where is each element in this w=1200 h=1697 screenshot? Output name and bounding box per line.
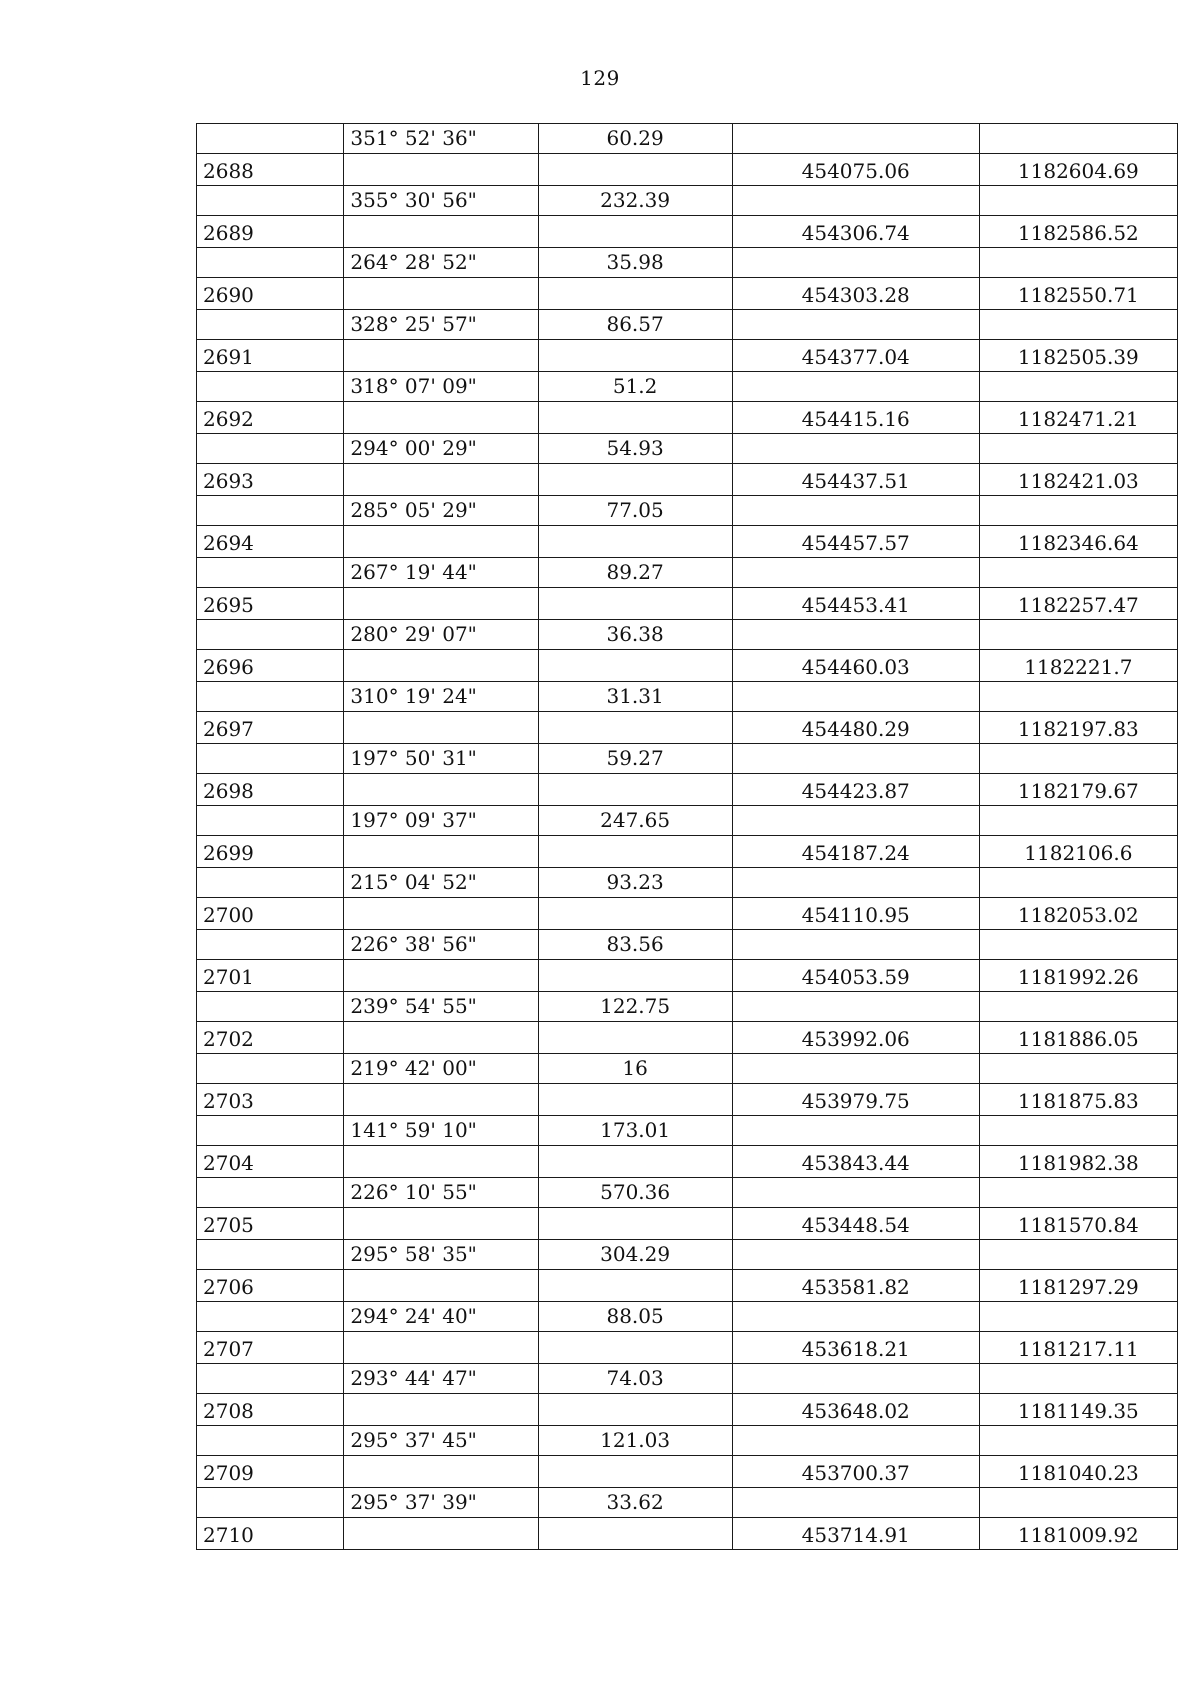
y-coordinate-cell: 1182421.03 — [979, 464, 1177, 496]
distance-cell: 36.38 — [538, 620, 732, 650]
bearing-cell-empty — [344, 898, 538, 930]
point-cell-empty — [197, 992, 344, 1022]
y-cell-empty — [979, 868, 1177, 898]
bearing-cell-empty — [344, 1518, 538, 1550]
x-cell-empty — [732, 1240, 979, 1270]
x-coordinate-cell: 454110.95 — [732, 898, 979, 930]
bearing-cell: 141° 59' 10" — [344, 1116, 538, 1146]
x-coordinate-cell: 454480.29 — [732, 712, 979, 744]
bearing-cell-empty — [344, 1084, 538, 1116]
point-row — [197, 650, 1178, 682]
x-cell-empty — [732, 992, 979, 1022]
point-row — [197, 1456, 1178, 1488]
distance-cell-empty — [538, 712, 732, 744]
y-cell-empty — [979, 1488, 1177, 1518]
x-coordinate-cell: 454423.87 — [732, 774, 979, 806]
leg-row — [197, 992, 1178, 1022]
point-id-cell: 2706 — [197, 1270, 344, 1302]
leg-row — [197, 620, 1178, 650]
x-cell-empty — [732, 1364, 979, 1394]
bearing-cell: 197° 50' 31" — [344, 744, 538, 774]
bearing-cell-empty — [344, 154, 538, 186]
x-cell-empty — [732, 930, 979, 960]
y-coordinate-cell: 1181149.35 — [979, 1394, 1177, 1426]
y-coordinate-cell: 1182221.7 — [979, 650, 1177, 682]
bearing-cell: 219° 42' 00" — [344, 1054, 538, 1084]
point-id-cell: 2690 — [197, 278, 344, 310]
distance-cell-empty — [538, 960, 732, 992]
point-cell-empty — [197, 1488, 344, 1518]
point-cell-empty — [197, 682, 344, 712]
point-cell-empty — [197, 1054, 344, 1084]
bearing-cell-empty — [344, 1332, 538, 1364]
distance-cell-empty — [538, 1022, 732, 1054]
distance-cell: 86.57 — [538, 310, 732, 340]
distance-cell-empty — [538, 340, 732, 372]
distance-cell: 247.65 — [538, 806, 732, 836]
x-cell-empty — [732, 1178, 979, 1208]
y-coordinate-cell: 1182106.6 — [979, 836, 1177, 868]
point-id-cell: 2709 — [197, 1456, 344, 1488]
x-coordinate-cell: 453618.21 — [732, 1332, 979, 1364]
point-cell-empty — [197, 1426, 344, 1456]
distance-cell: 16 — [538, 1054, 732, 1084]
point-row — [197, 836, 1178, 868]
bearing-cell-empty — [344, 836, 538, 868]
point-cell-empty — [197, 1364, 344, 1394]
y-cell-empty — [979, 434, 1177, 464]
point-cell-empty — [197, 496, 344, 526]
point-cell-empty — [197, 868, 344, 898]
point-cell-empty — [197, 806, 344, 836]
x-cell-empty — [732, 372, 979, 402]
bearing-cell: 351° 52' 36" — [344, 124, 538, 154]
point-id-cell: 2693 — [197, 464, 344, 496]
distance-cell-empty — [538, 1270, 732, 1302]
distance-cell: 88.05 — [538, 1302, 732, 1332]
distance-cell: 74.03 — [538, 1364, 732, 1394]
y-cell-empty — [979, 930, 1177, 960]
x-coordinate-cell: 453979.75 — [732, 1084, 979, 1116]
point-row — [197, 774, 1178, 806]
point-id-cell: 2701 — [197, 960, 344, 992]
point-row — [197, 1084, 1178, 1116]
y-coordinate-cell: 1182550.71 — [979, 278, 1177, 310]
y-cell-empty — [979, 1240, 1177, 1270]
y-coordinate-cell: 1181297.29 — [979, 1270, 1177, 1302]
point-cell-empty — [197, 930, 344, 960]
point-cell-empty — [197, 744, 344, 774]
bearing-cell: 215° 04' 52" — [344, 868, 538, 898]
point-id-cell: 2707 — [197, 1332, 344, 1364]
x-cell-empty — [732, 868, 979, 898]
distance-cell: 31.31 — [538, 682, 732, 712]
leg-row — [197, 310, 1178, 340]
bearing-cell: 295° 37' 39" — [344, 1488, 538, 1518]
x-cell-empty — [732, 1488, 979, 1518]
y-coordinate-cell: 1182346.64 — [979, 526, 1177, 558]
bearing-cell: 280° 29' 07" — [344, 620, 538, 650]
point-row — [197, 402, 1178, 434]
point-row — [197, 526, 1178, 558]
distance-cell: 173.01 — [538, 1116, 732, 1146]
point-cell-empty — [197, 1178, 344, 1208]
x-coordinate-cell: 454437.51 — [732, 464, 979, 496]
y-cell-empty — [979, 124, 1177, 154]
point-id-cell: 2695 — [197, 588, 344, 620]
distance-cell-empty — [538, 1208, 732, 1240]
bearing-cell: 328° 25' 57" — [344, 310, 538, 340]
y-coordinate-cell: 1181040.23 — [979, 1456, 1177, 1488]
distance-cell-empty — [538, 650, 732, 682]
y-cell-empty — [979, 620, 1177, 650]
bearing-cell-empty — [344, 464, 538, 496]
x-coordinate-cell: 453700.37 — [732, 1456, 979, 1488]
y-coordinate-cell: 1181570.84 — [979, 1208, 1177, 1240]
x-coordinate-cell: 454460.03 — [732, 650, 979, 682]
y-coordinate-cell: 1182586.52 — [979, 216, 1177, 248]
leg-row — [197, 1178, 1178, 1208]
table-body — [197, 124, 1178, 1550]
y-coordinate-cell: 1181886.05 — [979, 1022, 1177, 1054]
distance-cell-empty — [538, 154, 732, 186]
leg-row — [197, 372, 1178, 402]
distance-cell: 35.98 — [538, 248, 732, 278]
y-coordinate-cell: 1181009.92 — [979, 1518, 1177, 1550]
point-row — [197, 1146, 1178, 1178]
distance-cell-empty — [538, 1456, 732, 1488]
point-row — [197, 278, 1178, 310]
point-row — [197, 1270, 1178, 1302]
x-cell-empty — [732, 248, 979, 278]
leg-row — [197, 868, 1178, 898]
x-coordinate-cell: 454377.04 — [732, 340, 979, 372]
distance-cell-empty — [538, 1394, 732, 1426]
y-cell-empty — [979, 1302, 1177, 1332]
point-row — [197, 464, 1178, 496]
y-coordinate-cell: 1182257.47 — [979, 588, 1177, 620]
bearing-cell-empty — [344, 1208, 538, 1240]
bearing-cell-empty — [344, 588, 538, 620]
bearing-cell: 318° 07' 09" — [344, 372, 538, 402]
y-cell-empty — [979, 186, 1177, 216]
distance-cell-empty — [538, 1084, 732, 1116]
y-coordinate-cell: 1182197.83 — [979, 712, 1177, 744]
point-cell-empty — [197, 1302, 344, 1332]
distance-cell-empty — [538, 1332, 732, 1364]
leg-row — [197, 1240, 1178, 1270]
distance-cell-empty — [538, 526, 732, 558]
x-coordinate-cell: 453714.91 — [732, 1518, 979, 1550]
x-coordinate-cell: 454187.24 — [732, 836, 979, 868]
point-id-cell: 2692 — [197, 402, 344, 434]
y-cell-empty — [979, 496, 1177, 526]
bearing-cell-empty — [344, 1394, 538, 1426]
distance-cell: 51.2 — [538, 372, 732, 402]
point-id-cell: 2705 — [197, 1208, 344, 1240]
x-cell-empty — [732, 744, 979, 774]
x-cell-empty — [732, 620, 979, 650]
point-row — [197, 154, 1178, 186]
distance-cell: 570.36 — [538, 1178, 732, 1208]
bearing-cell-empty — [344, 774, 538, 806]
bearing-cell-empty — [344, 402, 538, 434]
leg-row — [197, 1302, 1178, 1332]
bearing-cell-empty — [344, 216, 538, 248]
y-coordinate-cell: 1182505.39 — [979, 340, 1177, 372]
distance-cell: 54.93 — [538, 434, 732, 464]
x-coordinate-cell: 454053.59 — [732, 960, 979, 992]
bearing-cell: 294° 00' 29" — [344, 434, 538, 464]
x-cell-empty — [732, 1116, 979, 1146]
leg-row — [197, 1364, 1178, 1394]
distance-cell-empty — [538, 588, 732, 620]
point-id-cell: 2700 — [197, 898, 344, 930]
x-coordinate-cell: 454075.06 — [732, 154, 979, 186]
x-cell-empty — [732, 434, 979, 464]
point-id-cell: 2691 — [197, 340, 344, 372]
distance-cell-empty — [538, 774, 732, 806]
x-cell-empty — [732, 124, 979, 154]
point-row — [197, 898, 1178, 930]
point-row — [197, 588, 1178, 620]
point-cell-empty — [197, 1240, 344, 1270]
bearing-cell: 197° 09' 37" — [344, 806, 538, 836]
y-cell-empty — [979, 248, 1177, 278]
bearing-cell: 285° 05' 29" — [344, 496, 538, 526]
distance-cell: 33.62 — [538, 1488, 732, 1518]
x-cell-empty — [732, 1302, 979, 1332]
point-row — [197, 1022, 1178, 1054]
x-coordinate-cell: 453448.54 — [732, 1208, 979, 1240]
leg-row — [197, 124, 1178, 154]
y-cell-empty — [979, 372, 1177, 402]
point-cell-empty — [197, 372, 344, 402]
bearing-cell: 264° 28' 52" — [344, 248, 538, 278]
bearing-cell-empty — [344, 1456, 538, 1488]
point-id-cell: 2698 — [197, 774, 344, 806]
x-coordinate-cell: 454453.41 — [732, 588, 979, 620]
point-id-cell: 2699 — [197, 836, 344, 868]
point-cell-empty — [197, 124, 344, 154]
point-cell-empty — [197, 186, 344, 216]
page-number: 129 — [580, 66, 620, 90]
distance-cell-empty — [538, 836, 732, 868]
y-cell-empty — [979, 1364, 1177, 1394]
y-cell-empty — [979, 682, 1177, 712]
leg-row — [197, 744, 1178, 774]
y-cell-empty — [979, 1426, 1177, 1456]
x-coordinate-cell: 453648.02 — [732, 1394, 979, 1426]
distance-cell: 304.29 — [538, 1240, 732, 1270]
x-cell-empty — [732, 496, 979, 526]
y-cell-empty — [979, 992, 1177, 1022]
distance-cell-empty — [538, 1146, 732, 1178]
y-coordinate-cell: 1182604.69 — [979, 154, 1177, 186]
bearing-cell-empty — [344, 650, 538, 682]
x-cell-empty — [732, 310, 979, 340]
distance-cell: 121.03 — [538, 1426, 732, 1456]
y-coordinate-cell: 1181992.26 — [979, 960, 1177, 992]
x-coordinate-cell: 454306.74 — [732, 216, 979, 248]
x-coordinate-cell: 454457.57 — [732, 526, 979, 558]
point-row — [197, 1208, 1178, 1240]
y-cell-empty — [979, 558, 1177, 588]
bearing-cell: 239° 54' 55" — [344, 992, 538, 1022]
bearing-cell: 267° 19' 44" — [344, 558, 538, 588]
distance-cell-empty — [538, 216, 732, 248]
y-coordinate-cell: 1182179.67 — [979, 774, 1177, 806]
x-coordinate-cell: 453992.06 — [732, 1022, 979, 1054]
point-cell-empty — [197, 620, 344, 650]
leg-row — [197, 434, 1178, 464]
bearing-cell-empty — [344, 1270, 538, 1302]
distance-cell-empty — [538, 1518, 732, 1550]
bearing-cell: 226° 10' 55" — [344, 1178, 538, 1208]
leg-row — [197, 1116, 1178, 1146]
point-id-cell: 2694 — [197, 526, 344, 558]
distance-cell-empty — [538, 402, 732, 434]
x-cell-empty — [732, 1054, 979, 1084]
leg-row — [197, 930, 1178, 960]
distance-cell: 59.27 — [538, 744, 732, 774]
point-id-cell: 2708 — [197, 1394, 344, 1426]
y-cell-empty — [979, 806, 1177, 836]
x-coordinate-cell: 453843.44 — [732, 1146, 979, 1178]
x-cell-empty — [732, 558, 979, 588]
x-cell-empty — [732, 682, 979, 712]
y-cell-empty — [979, 1054, 1177, 1084]
x-cell-empty — [732, 806, 979, 836]
x-coordinate-cell: 454415.16 — [732, 402, 979, 434]
point-cell-empty — [197, 434, 344, 464]
x-cell-empty — [732, 1426, 979, 1456]
point-cell-empty — [197, 248, 344, 278]
bearing-cell-empty — [344, 712, 538, 744]
distance-cell: 89.27 — [538, 558, 732, 588]
point-row — [197, 1332, 1178, 1364]
y-cell-empty — [979, 1116, 1177, 1146]
x-coordinate-cell: 454303.28 — [732, 278, 979, 310]
bearing-cell-empty — [344, 960, 538, 992]
point-row — [197, 1394, 1178, 1426]
distance-cell: 122.75 — [538, 992, 732, 1022]
distance-cell: 232.39 — [538, 186, 732, 216]
point-id-cell: 2688 — [197, 154, 344, 186]
distance-cell: 83.56 — [538, 930, 732, 960]
x-cell-empty — [732, 186, 979, 216]
point-row — [197, 712, 1178, 744]
y-coordinate-cell: 1182471.21 — [979, 402, 1177, 434]
point-cell-empty — [197, 1116, 344, 1146]
distance-cell-empty — [538, 898, 732, 930]
leg-row — [197, 248, 1178, 278]
point-id-cell: 2689 — [197, 216, 344, 248]
point-id-cell: 2703 — [197, 1084, 344, 1116]
leg-row — [197, 806, 1178, 836]
distance-cell: 93.23 — [538, 868, 732, 898]
bearing-cell: 355° 30' 56" — [344, 186, 538, 216]
point-id-cell: 2696 — [197, 650, 344, 682]
bearing-cell-empty — [344, 340, 538, 372]
leg-row — [197, 186, 1178, 216]
point-id-cell: 2697 — [197, 712, 344, 744]
leg-row — [197, 1426, 1178, 1456]
y-coordinate-cell: 1181217.11 — [979, 1332, 1177, 1364]
leg-row — [197, 496, 1178, 526]
point-row — [197, 216, 1178, 248]
leg-row — [197, 682, 1178, 712]
bearing-cell: 295° 37' 45" — [344, 1426, 538, 1456]
y-coordinate-cell: 1181875.83 — [979, 1084, 1177, 1116]
survey-coordinates-table — [196, 123, 1178, 1550]
y-cell-empty — [979, 744, 1177, 774]
point-id-cell: 2702 — [197, 1022, 344, 1054]
y-cell-empty — [979, 1178, 1177, 1208]
point-cell-empty — [197, 558, 344, 588]
bearing-cell-empty — [344, 1146, 538, 1178]
point-row — [197, 340, 1178, 372]
distance-cell: 77.05 — [538, 496, 732, 526]
x-coordinate-cell: 453581.82 — [732, 1270, 979, 1302]
bearing-cell-empty — [344, 526, 538, 558]
point-row — [197, 960, 1178, 992]
y-coordinate-cell: 1182053.02 — [979, 898, 1177, 930]
point-cell-empty — [197, 310, 344, 340]
point-id-cell: 2710 — [197, 1518, 344, 1550]
distance-cell: 60.29 — [538, 124, 732, 154]
distance-cell-empty — [538, 278, 732, 310]
leg-row — [197, 1488, 1178, 1518]
y-coordinate-cell: 1181982.38 — [979, 1146, 1177, 1178]
leg-row — [197, 558, 1178, 588]
point-id-cell: 2704 — [197, 1146, 344, 1178]
bearing-cell: 295° 58' 35" — [344, 1240, 538, 1270]
bearing-cell-empty — [344, 278, 538, 310]
point-row — [197, 1518, 1178, 1550]
distance-cell-empty — [538, 464, 732, 496]
leg-row — [197, 1054, 1178, 1084]
y-cell-empty — [979, 310, 1177, 340]
bearing-cell: 294° 24' 40" — [344, 1302, 538, 1332]
bearing-cell: 226° 38' 56" — [344, 930, 538, 960]
bearing-cell: 310° 19' 24" — [344, 682, 538, 712]
bearing-cell-empty — [344, 1022, 538, 1054]
bearing-cell: 293° 44' 47" — [344, 1364, 538, 1394]
